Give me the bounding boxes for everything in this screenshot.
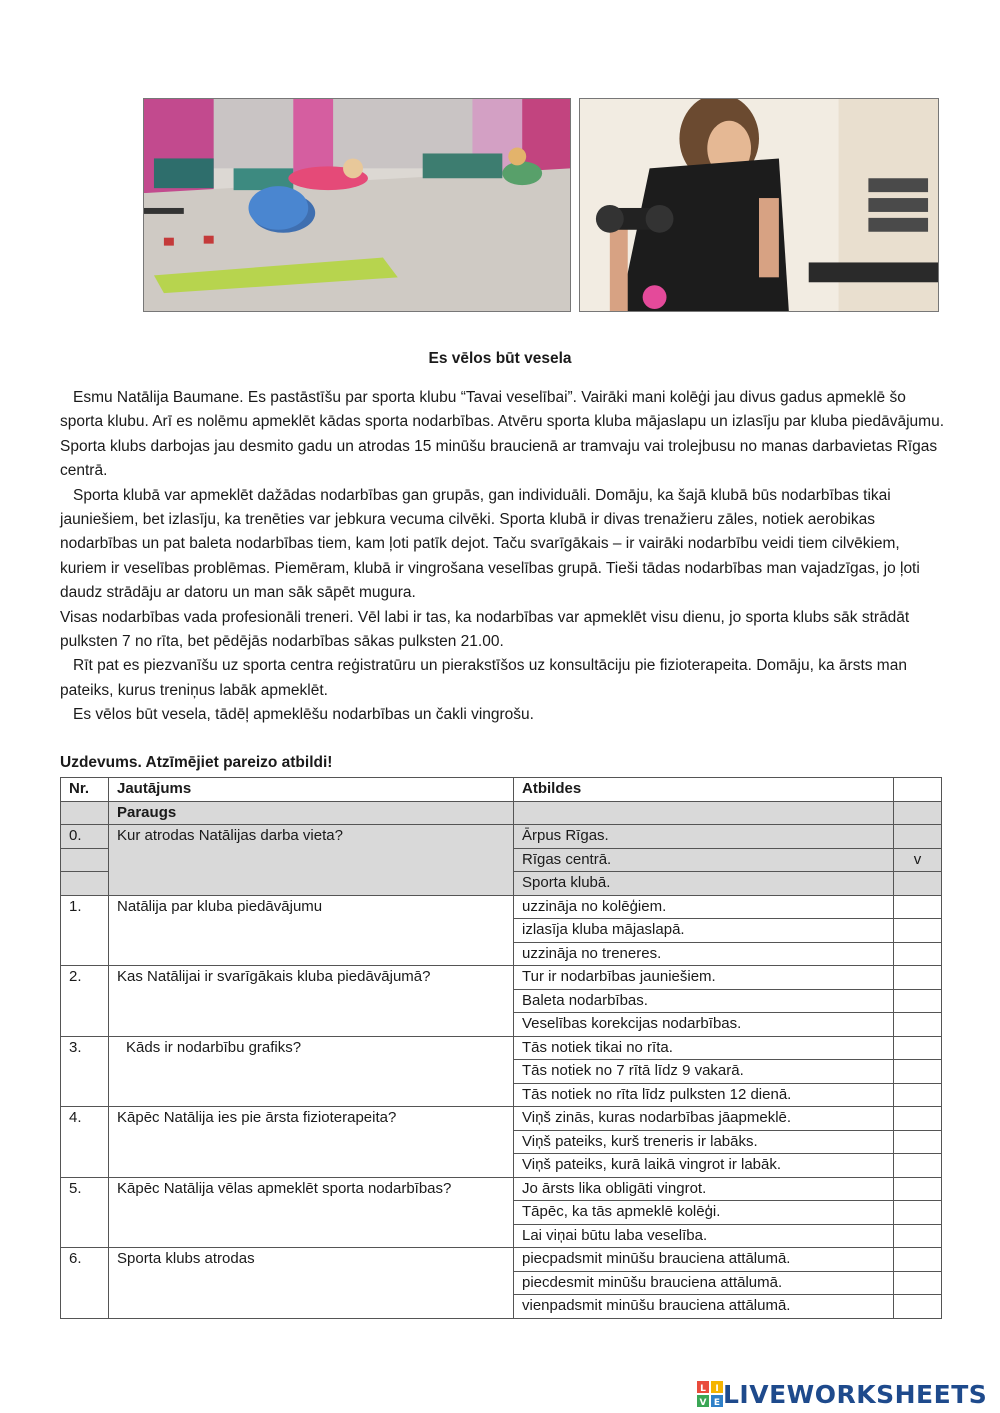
answer-option: Tāpēc, ka tās apmeklē kolēģi.: [514, 1201, 894, 1225]
woman-dumbbell-row-photo: [579, 98, 939, 312]
logo-text: LIVEWORKSHEETS: [723, 1379, 988, 1409]
table-row: [61, 825, 942, 849]
question-text: Kāds ir nodarbību grafiks?: [109, 1036, 514, 1107]
answer-option: piecdesmit minūšu brauciena attālumā.: [514, 1271, 894, 1295]
answer-option: vienpadsmit minūšu brauciena attālumā.: [514, 1295, 894, 1319]
answer-option: Viņš zinās, kuras nodarbības jāapmeklē.: [514, 1107, 894, 1131]
answer-mark-cell[interactable]: [894, 1271, 942, 1295]
question-number: 2.: [61, 966, 109, 1037]
question-text: Kāpēc Natālija ies pie ārsta fizioterapeita?: [109, 1107, 514, 1178]
example-label-spacer: [61, 801, 109, 825]
answer-mark-cell[interactable]: [894, 1295, 942, 1319]
answer-mark-cell[interactable]: [894, 1177, 942, 1201]
answer-mark-cell[interactable]: [894, 1154, 942, 1178]
table-row: [61, 895, 942, 919]
answer-mark-cell[interactable]: [894, 1013, 942, 1037]
answer-mark-cell[interactable]: [894, 919, 942, 943]
article-paragraph: Sporta klubā var apmeklēt dažādas nodarbības gan grupās, gan individuāli. Domāju, ka šajā klubā būs nodarbības tikai jauniešiem, bet izlasīju, ka trenēties var jebkura vecuma cilvēki. Sporta klubā ir divas trenažieru zāles, notiek aerobikas nodarbības un pat baleta nodarbības tiem, kam ļoti patīk dejot. Taču svarīgākais – ir vairāki nodarbību veidi tiem cilvēkiem, kuriem ir veselības problēmas. Piemēram, klubā ir vingrošana veselības grupā. Tieši tādas nodarbības man vajadzīgas, jo ļoti daudz strādāju ar datoru un man sāk sāpēt mugura.: [60, 486, 920, 602]
question-number-spacer: [61, 848, 109, 872]
answer-option: piecpadsmit minūšu brauciena attālumā.: [514, 1248, 894, 1272]
answer-mark-cell[interactable]: [894, 895, 942, 919]
column-header-answers: Atbildes: [514, 778, 894, 802]
table-row: [61, 966, 942, 990]
article-paragraph: Visas nodarbības vada profesionāli treneri. Vēl labi ir tas, ka nodarbības var apmeklēt visu dienu, jo sporta klubs sāk strādāt pulksten 7 no rīta, bet pēdējās nodarbības sākas pulksten 21.00.: [60, 608, 910, 651]
table-row: [61, 1107, 942, 1131]
answer-mark-cell[interactable]: [894, 1224, 942, 1248]
answer-option: Tās notiek no rīta līdz pulksten 12 dienā.: [514, 1083, 894, 1107]
question-number: 1.: [61, 895, 109, 966]
question-rows: [61, 895, 942, 1318]
answer-option: Tās notiek no 7 rītā līdz 9 vakarā.: [514, 1060, 894, 1084]
answer-mark-cell: [894, 825, 942, 849]
answer-mark-cell[interactable]: [894, 1036, 942, 1060]
example-label-row: [61, 801, 942, 825]
question-text: Kas Natālijai ir svarīgākais kluba piedāvājumā?: [109, 966, 514, 1037]
question-number: 3.: [61, 1036, 109, 1107]
question-number: 6.: [61, 1248, 109, 1319]
question-number: 4.: [61, 1107, 109, 1178]
question-text: Kur atrodas Natālijas darba vieta?: [109, 825, 514, 896]
column-header-mark: [894, 778, 942, 802]
answer-option: Jo ārsts lika obligāti vingrot.: [514, 1177, 894, 1201]
article-title: Es vēlos būt vesela: [428, 350, 572, 367]
answer-option: Viņš pateiks, kurš treneris ir labāks.: [514, 1130, 894, 1154]
answer-mark-cell[interactable]: [894, 1060, 942, 1084]
question-text: Natālija par kluba piedāvājumu: [109, 895, 514, 966]
answer-option: Baleta nodarbības.: [514, 989, 894, 1013]
article-paragraph: Es vēlos būt vesela, tādēļ apmeklēšu nodarbības un čakli vingrošu.: [73, 706, 534, 724]
column-header-nr: Nr.: [61, 778, 109, 802]
answer-option: Viņš pateiks, kurā laikā vingrot ir labāk.: [514, 1154, 894, 1178]
question-number: 5.: [61, 1177, 109, 1248]
question-text: Sporta klubs atrodas: [109, 1248, 514, 1319]
answer-option: Ārpus Rīgas.: [514, 825, 894, 849]
answer-mark-cell[interactable]: [894, 1107, 942, 1131]
answer-mark-cell[interactable]: [894, 989, 942, 1013]
example-label-spacer: [894, 801, 942, 825]
answer-option: Tās notiek tikai no rīta.: [514, 1036, 894, 1060]
answer-option: Lai viņai būtu laba veselība.: [514, 1224, 894, 1248]
header-photos: [143, 98, 939, 312]
answer-option: Tur ir nodarbības jauniešiem.: [514, 966, 894, 990]
article-paragraph: Esmu Natālija Baumane. Es pastāstīšu par sporta klubu “Tavai veselībai”. Vairāki mani kolēģi jau divus gadus apmeklē šo sporta klubu. Arī es nolēmu apmeklēt kādas sporta nodarbības. Atvēru sporta kluba mājaslapu un izlasīju par kluba piedāvājumu. Sporta klubs darbojas jau desmito gadu un atrodas 15 minūšu braucienā ar tramvaju vai trolejbusu no manas darbavietas Rīgas centrā.: [60, 389, 945, 480]
answer-mark-cell[interactable]: [894, 1248, 942, 1272]
answer-mark-cell[interactable]: [894, 966, 942, 990]
table-header-row: [61, 778, 942, 802]
article-body: [60, 386, 945, 728]
badge-letter-i: I: [715, 1384, 719, 1394]
answer-mark-cell[interactable]: [894, 942, 942, 966]
gym-group-exercise-photo: [143, 98, 571, 312]
answer-option: izlasīja kluba mājaslapā.: [514, 919, 894, 943]
question-number-spacer: [61, 872, 109, 896]
example-label-spacer: [514, 801, 894, 825]
liveworksheets-badge-icon: [697, 1381, 723, 1407]
badge-letter-e: E: [713, 1398, 721, 1407]
question-number: 0.: [61, 825, 109, 849]
table-row: [61, 1248, 942, 1272]
answer-mark-cell[interactable]: [894, 1130, 942, 1154]
answer-mark-cell: v: [894, 848, 942, 872]
answer-mark-cell[interactable]: [894, 1083, 942, 1107]
answer-mark-cell[interactable]: [894, 1201, 942, 1225]
liveworksheets-logo: [697, 1379, 987, 1409]
badge-letter-v: V: [699, 1398, 707, 1407]
table-row: [61, 1177, 942, 1201]
answer-option: Rīgas centrā.: [514, 848, 894, 872]
answer-option: uzzināja no treneres.: [514, 942, 894, 966]
task-instruction: Uzdevums. Atzīmējiet pareizo atbildi!: [60, 754, 333, 771]
badge-letter-l: L: [700, 1384, 706, 1394]
answer-option: Sporta klubā.: [514, 872, 894, 896]
question-text: Kāpēc Natālija vēlas apmeklēt sporta nodarbības?: [109, 1177, 514, 1248]
answer-option: uzzināja no kolēģiem.: [514, 895, 894, 919]
example-label: Paraugs: [109, 801, 514, 825]
quiz-table: [60, 777, 942, 1319]
answer-mark-cell: [894, 872, 942, 896]
table-row: [61, 1036, 942, 1060]
column-header-question: Jautājums: [109, 778, 514, 802]
answer-option: Veselības korekcijas nodarbības.: [514, 1013, 894, 1037]
article-paragraph: Rīt pat es piezvanīšu uz sporta centra reģistratūru un pierakstīšos uz konsultāciju pie fizioterapeita. Domāju, ka ārsts man pateiks, kurus treniņus labāk apmeklēt.: [60, 657, 907, 699]
